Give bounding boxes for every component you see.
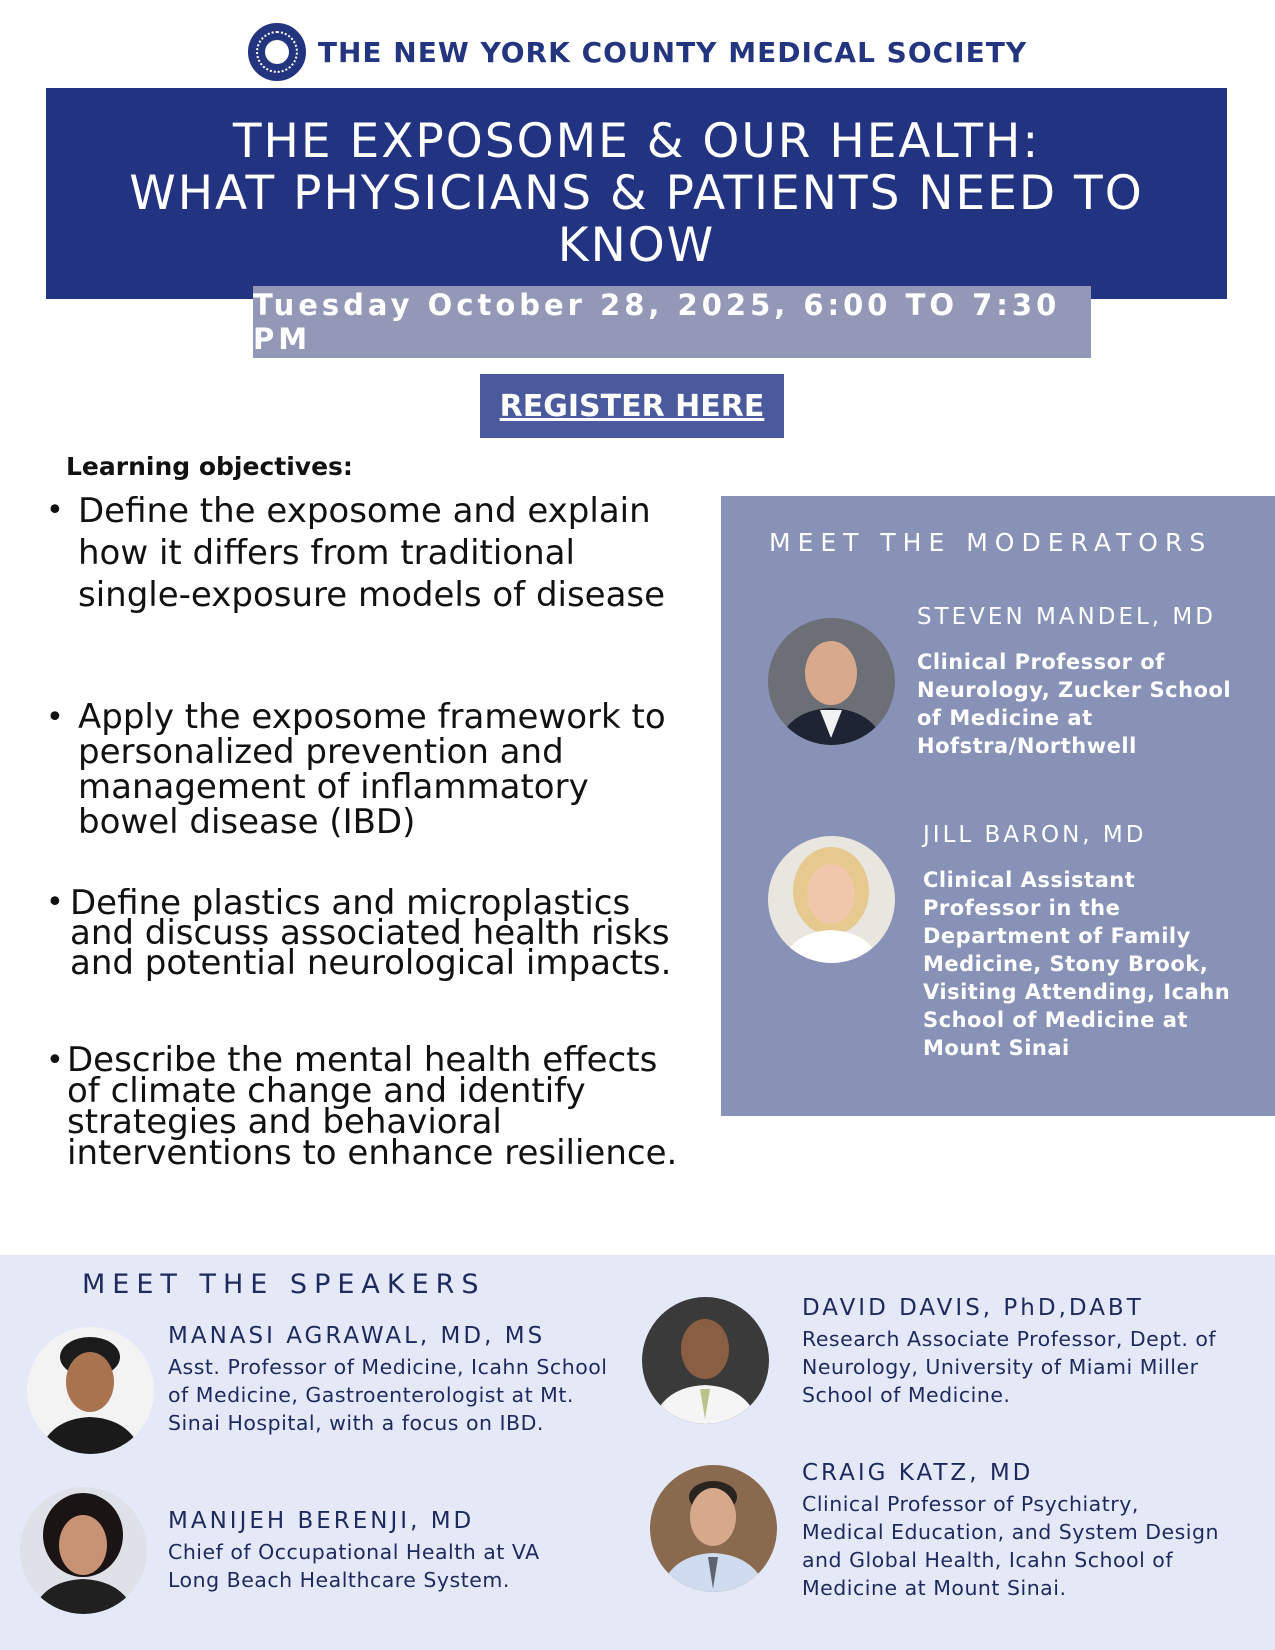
title-line-1: THE EXPOSOME & OUR HEALTH: <box>232 113 1041 169</box>
org-header <box>0 22 1275 82</box>
event-date-bar <box>253 286 1091 358</box>
speaker-photo <box>27 1327 154 1454</box>
objective-item <box>40 490 680 616</box>
speaker-photo <box>642 1297 769 1424</box>
moderator-description: Clinical Assistant Professor in the Department of Family Medicine, Stony Brook, Visiting Attending, Icahn School of Medicine at Mount Sinai <box>923 868 1231 1060</box>
speaker-name: CRAIG KATZ, MD <box>802 1460 1034 1486</box>
speaker-name: MANIJEH BERENJI, MD <box>168 1508 475 1534</box>
speaker-description: Clinical Professor of Psychiatry, Medical Education, and System Design and Global Health, Icahn School of Medicine at Mount Sinai. <box>802 1492 1219 1600</box>
speaker-photo <box>650 1465 777 1592</box>
speaker-description: Chief of Occupational Health at VA Long Beach Healthcare System. <box>168 1540 540 1592</box>
speaker-name: DAVID DAVIS, PhD,DABT <box>802 1295 1144 1321</box>
speakers-section <box>0 1255 1275 1650</box>
moderator-description: Clinical Professor of Neurology, Zucker School of Medicine at Hofstra/Northwell <box>917 650 1232 758</box>
event-date: Tuesday October 28, 2025, 6:00 TO 7:30 PM <box>253 288 1061 356</box>
org-name: THE NEW YORK COUNTY MEDICAL SOCIETY <box>317 35 1028 69</box>
speakers-heading: MEET THE SPEAKERS <box>82 1269 486 1300</box>
objective-text: Describe the mental health effects of climate change and identify strategies and behavioral interventions to enhance resilience. <box>67 1040 678 1173</box>
register-button[interactable]: REGISTER HERE <box>480 374 784 438</box>
speaker-description: Asst. Professor of Medicine, Icahn School of Medicine, Gastroenterologist at Mt. Sinai Hospital, with a focus on IBD. <box>168 1355 608 1435</box>
moderator-photo <box>768 618 895 745</box>
objective-item <box>40 883 690 983</box>
objective-text: Define plastics and microplastics and discuss associated health risks and potential neurological impacts. <box>70 883 672 983</box>
speaker-photo <box>20 1487 147 1614</box>
moderator-name: JILL BARON, MD <box>923 822 1147 848</box>
bullet-icon: • <box>46 700 64 735</box>
bullet-icon: • <box>46 493 64 528</box>
speaker-description: Research Associate Professor, Dept. of Neurology, University of Miami Miller School of Medicine. <box>802 1327 1217 1407</box>
speaker-name: MANASI AGRAWAL, MD, MS <box>168 1323 546 1349</box>
learning-objectives-title: Learning objectives: <box>66 452 353 481</box>
event-title-banner <box>46 88 1227 299</box>
objective-item <box>40 1040 680 1173</box>
moderator-name: STEVEN MANDEL, MD <box>917 604 1216 630</box>
society-seal-icon <box>248 23 306 81</box>
title-line-2: WHAT PHYSICIANS & PATIENTS NEED TO KNOW <box>129 165 1144 273</box>
moderator-photo <box>768 836 895 963</box>
bullet-icon: • <box>46 885 64 920</box>
objective-text: Define the exposome and explain how it differs from traditional single-exposure models of disease <box>78 491 666 615</box>
objective-text: Apply the exposome framework to personalized prevention and management of inflammatory bowel disease (IBD) <box>78 697 666 842</box>
moderators-panel <box>721 496 1275 1116</box>
bullet-icon: • <box>46 1043 64 1078</box>
objective-item <box>40 697 680 842</box>
moderators-heading: MEET THE MODERATORS <box>769 528 1213 557</box>
